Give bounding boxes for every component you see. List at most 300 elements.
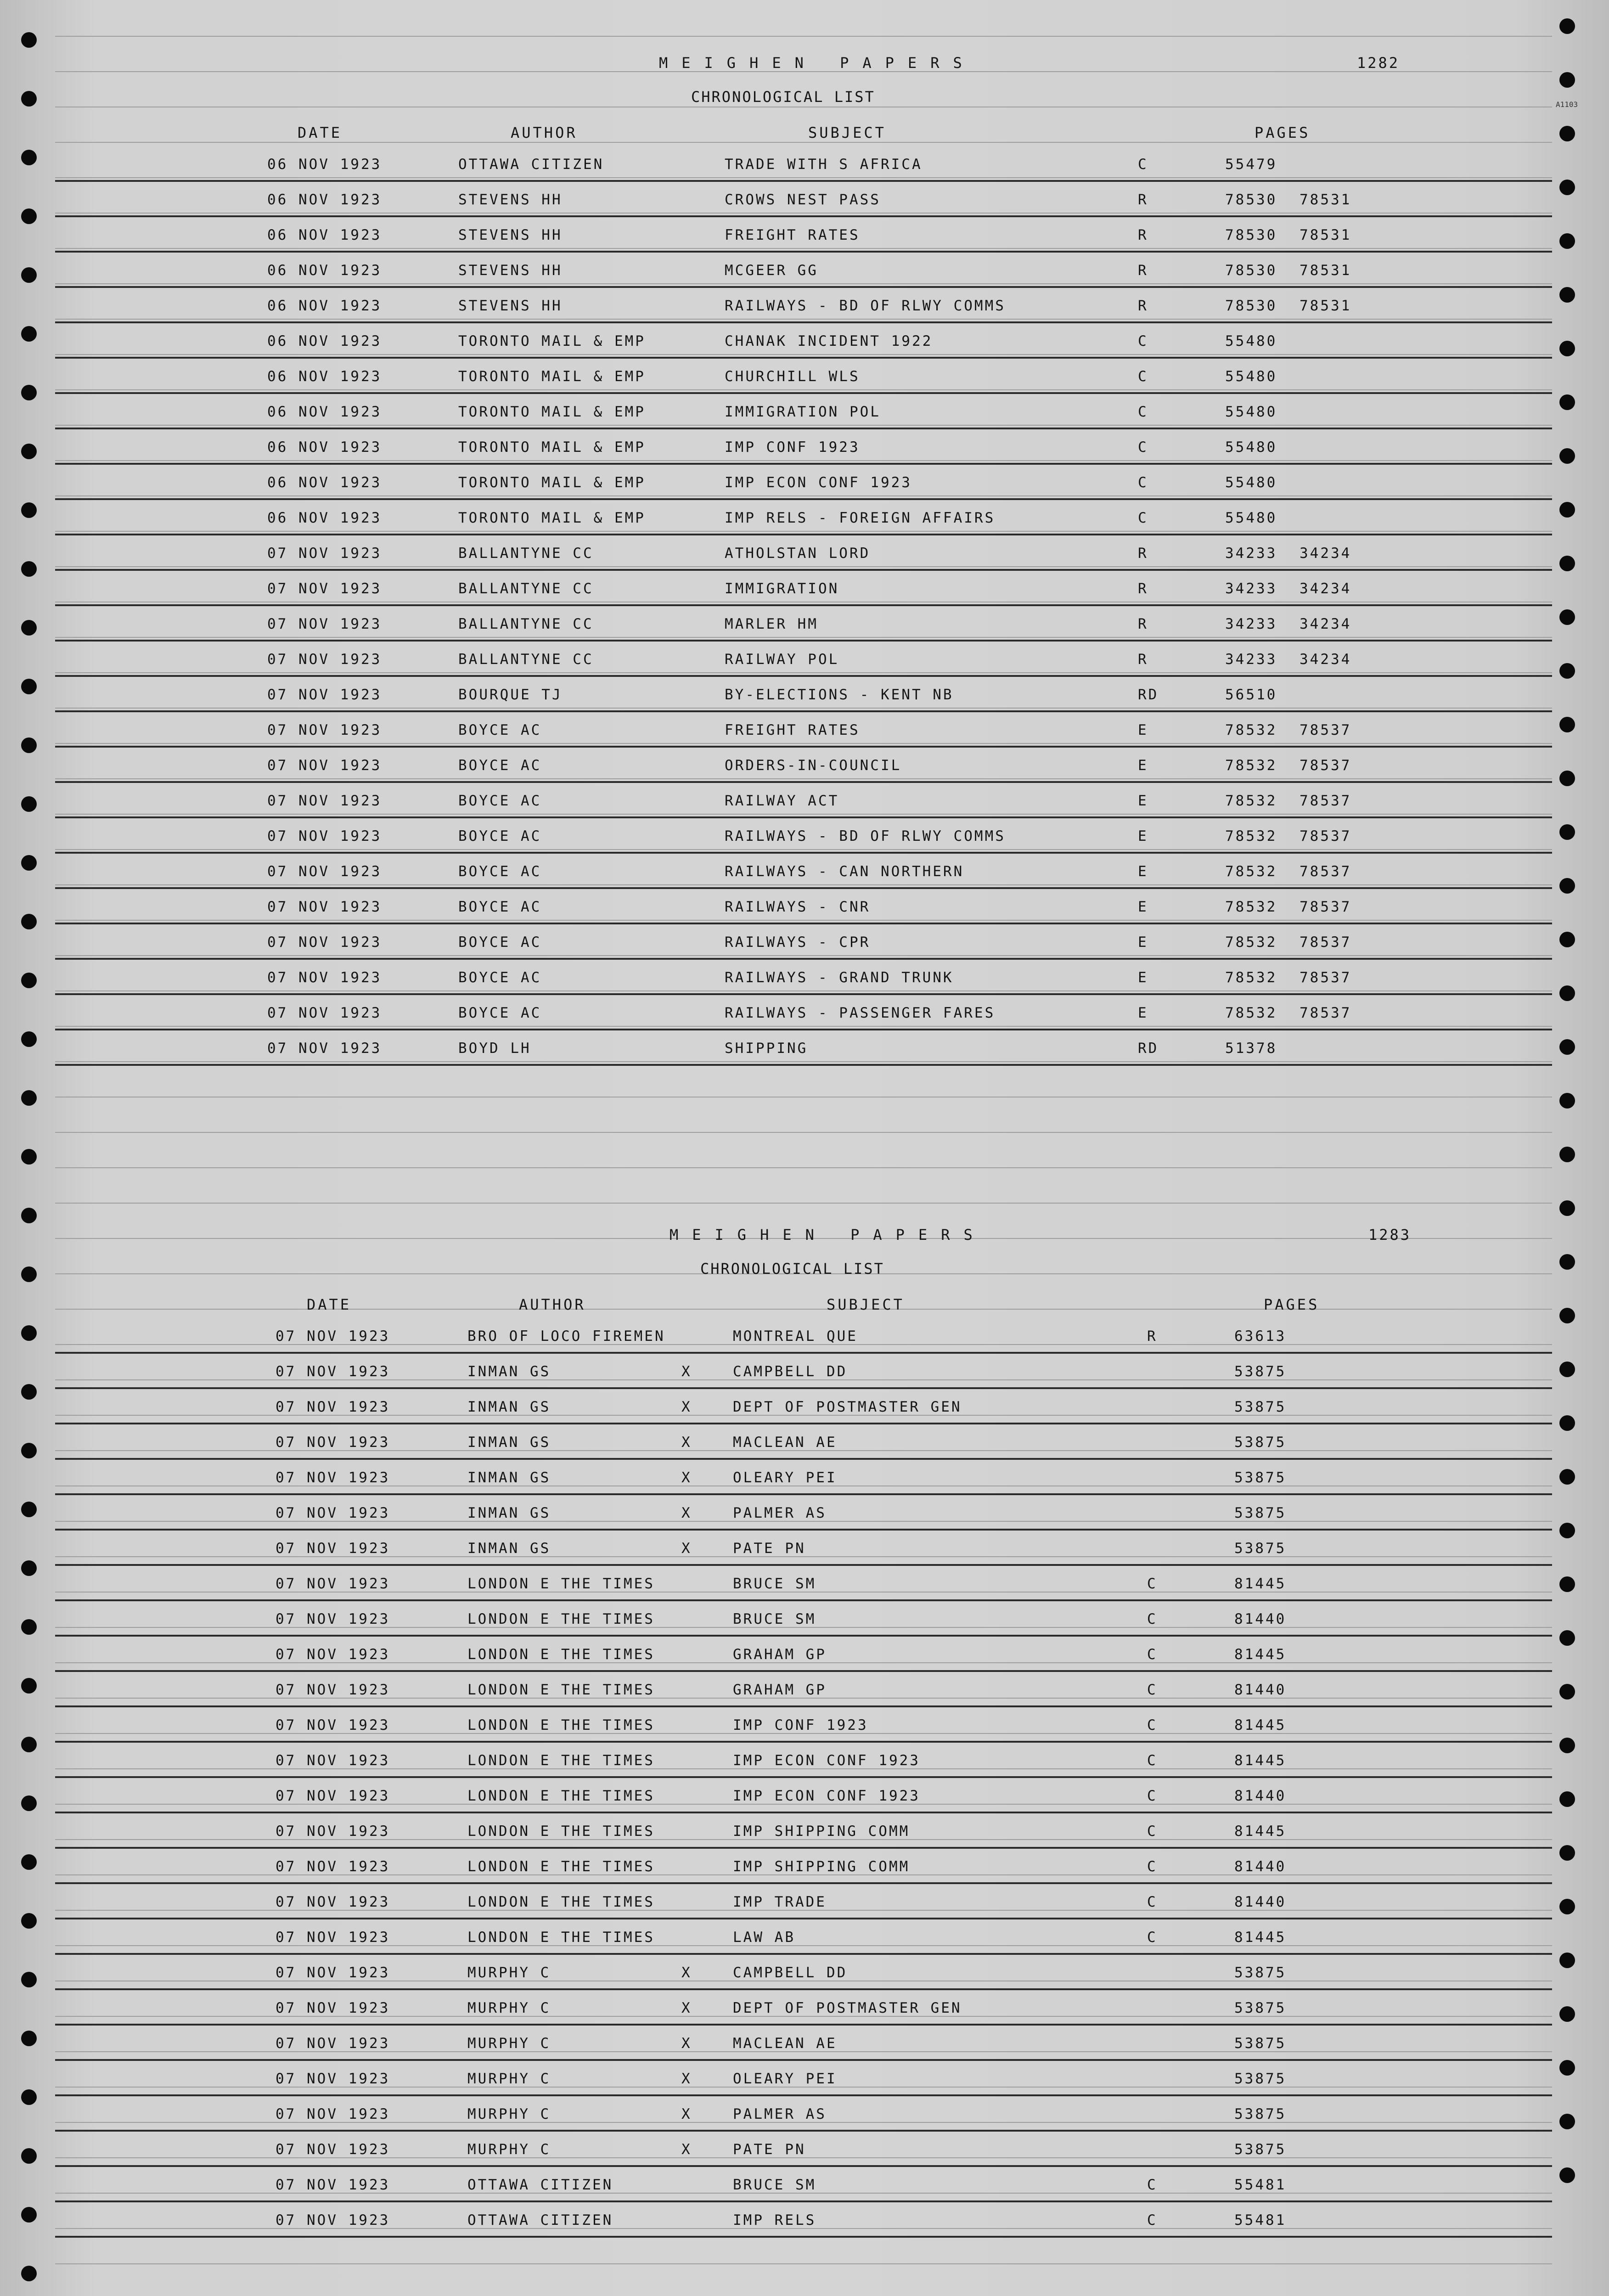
- cell-p1: 55480: [1225, 333, 1277, 349]
- cell-date: 06 NOV 1923: [267, 510, 382, 526]
- row-rule: [55, 1423, 1552, 1424]
- cell-author: BOYCE AC: [458, 828, 542, 844]
- cell-date: 06 NOV 1923: [267, 439, 382, 456]
- cell-subject: ATHOLSTAN LORD: [725, 545, 871, 562]
- cell-date: 07 NOV 1923: [276, 1505, 390, 1521]
- cell-subject: IMP CONF 1923: [733, 1717, 868, 1733]
- cell-subject: RAILWAYS - BD OF RLWY COMMS: [725, 298, 1006, 314]
- form-line: [55, 2263, 1552, 2264]
- cell-code: C: [1138, 156, 1148, 173]
- cell-author: INMAN GS: [467, 1434, 551, 1451]
- cell-author: LONDON E THE TIMES: [467, 1576, 655, 1592]
- cell-author: INMAN GS: [467, 1469, 551, 1486]
- cell-p1: 55481: [1234, 2177, 1287, 2193]
- table-row: [0, 1357, 1609, 1392]
- cell-subject: FREIGHT RATES: [725, 227, 860, 243]
- row-rule: [55, 781, 1552, 783]
- table-row: [0, 326, 1609, 362]
- table-row: [0, 892, 1609, 928]
- cell-author: TORONTO MAIL & EMP: [458, 368, 646, 385]
- column-header-subject: SUBJECT: [827, 1296, 905, 1313]
- cell-author: BOYCE AC: [458, 722, 542, 738]
- row-rule: [55, 1918, 1552, 1919]
- cell-code: C: [1147, 1788, 1158, 1804]
- cell-author: INMAN GS: [467, 1505, 551, 1521]
- table-row: [0, 150, 1609, 185]
- row-rule: [55, 640, 1552, 642]
- frame-id: A1103: [1556, 100, 1578, 109]
- table-row: [0, 822, 1609, 857]
- cell-author: BALLANTYNE CC: [458, 651, 594, 668]
- table-row: [0, 715, 1609, 751]
- row-rule: [55, 180, 1552, 182]
- cell-subject: RAILWAY POL: [725, 651, 839, 668]
- cell-date: 07 NOV 1923: [276, 1540, 390, 1557]
- cell-code: C: [1138, 333, 1148, 349]
- row-rule: [55, 2236, 1552, 2238]
- cell-code: E: [1138, 899, 1148, 915]
- table-row: [0, 433, 1609, 468]
- cell-author: STEVENS HH: [458, 227, 563, 243]
- cell-subject: IMP SHIPPING COMM: [733, 1823, 910, 1840]
- cell-subject: OLEARY PEI: [733, 2071, 837, 2087]
- row-rule: [55, 2094, 1552, 2096]
- form-line: [55, 142, 1552, 143]
- cell-subject: CHURCHILL WLS: [725, 368, 860, 385]
- cell-author: BOYD LH: [458, 1040, 531, 1057]
- cell-subject: SHIPPING: [725, 1040, 808, 1057]
- cell-p1: 55480: [1225, 368, 1277, 385]
- cell-author: LONDON E THE TIMES: [467, 1717, 655, 1733]
- row-rule: [55, 286, 1552, 288]
- row-rule: [55, 746, 1552, 748]
- cell-p2: 78531: [1300, 298, 1352, 314]
- cell-p1: 56510: [1225, 687, 1277, 703]
- cell-p1: 78532: [1225, 722, 1277, 738]
- cell-author: BOYCE AC: [458, 969, 542, 986]
- cell-author: STEVENS HH: [458, 262, 563, 279]
- cell-date: 07 NOV 1923: [276, 2106, 390, 2122]
- row-rule: [55, 852, 1552, 854]
- cell-x: X: [681, 1540, 692, 1557]
- cell-code: E: [1138, 793, 1148, 809]
- table-row: [0, 220, 1609, 256]
- row-rule: [55, 463, 1552, 465]
- feed-hole-right: [1559, 1254, 1575, 1270]
- row-rule: [55, 710, 1552, 712]
- table-row: [0, 751, 1609, 786]
- cell-p1: 81445: [1234, 1646, 1287, 1663]
- cell-subject: RAILWAYS - CAN NORTHERN: [725, 863, 964, 880]
- feed-hole-right: [1559, 1308, 1575, 1323]
- table-row: [0, 1463, 1609, 1498]
- cell-code: R: [1138, 262, 1148, 279]
- cell-p1: 53875: [1234, 1505, 1287, 1521]
- cell-subject: PATE PN: [733, 2141, 806, 2158]
- cell-date: 07 NOV 1923: [276, 2177, 390, 2193]
- row-rule: [55, 215, 1552, 217]
- cell-subject: BRUCE SM: [733, 1576, 816, 1592]
- feed-hole-left: [21, 1090, 37, 1106]
- cell-code: E: [1138, 934, 1148, 951]
- cell-date: 07 NOV 1923: [276, 1646, 390, 1663]
- feed-hole-left: [21, 1266, 37, 1282]
- cell-p2: 34234: [1300, 545, 1352, 562]
- column-header-pages: PAGES: [1264, 1296, 1320, 1313]
- row-rule: [55, 357, 1552, 359]
- cell-p1: 81440: [1234, 1611, 1287, 1627]
- row-rule: [55, 1776, 1552, 1778]
- row-rule: [55, 1352, 1552, 1354]
- table-row: [0, 291, 1609, 326]
- cell-p1: 81440: [1234, 1894, 1287, 1910]
- cell-p1: 34233: [1225, 616, 1277, 632]
- cell-p1: 81445: [1234, 1929, 1287, 1946]
- cell-code: C: [1138, 474, 1148, 491]
- cell-author: BOYCE AC: [458, 1005, 542, 1021]
- table-row: [0, 1993, 1609, 2029]
- cell-subject: MCGEER GG: [725, 262, 818, 279]
- row-rule: [55, 251, 1552, 253]
- feed-hole-left: [21, 1208, 37, 1223]
- cell-code: R: [1138, 545, 1148, 562]
- cell-code: C: [1147, 2177, 1158, 2193]
- cell-p1: 51378: [1225, 1040, 1277, 1057]
- table-row: [0, 1923, 1609, 1958]
- cell-date: 07 NOV 1923: [276, 1682, 390, 1698]
- page-number: 1283: [1368, 1226, 1412, 1244]
- cell-date: 07 NOV 1923: [276, 2035, 390, 2052]
- cell-p1: 81445: [1234, 1752, 1287, 1769]
- cell-subject: RAILWAYS - CPR: [725, 934, 871, 951]
- cell-subject: ORDERS-IN-COUNCIL: [725, 757, 902, 774]
- table-row: [0, 1746, 1609, 1781]
- cell-author: OTTAWA CITIZEN: [467, 2177, 613, 2193]
- row-rule: [55, 1599, 1552, 1601]
- table-row: [0, 185, 1609, 220]
- cell-p1: 81440: [1234, 1788, 1287, 1804]
- cell-subject: DEPT OF POSTMASTER GEN: [733, 1399, 962, 1415]
- cell-p1: 78530: [1225, 262, 1277, 279]
- cell-author: LONDON E THE TIMES: [467, 1823, 655, 1840]
- cell-subject: IMP CONF 1923: [725, 439, 860, 456]
- cell-subject: BY-ELECTIONS - KENT NB: [725, 687, 954, 703]
- cell-subject: MACLEAN AE: [733, 1434, 837, 1451]
- cell-author: INMAN GS: [467, 1540, 551, 1557]
- cell-code: RD: [1138, 1040, 1159, 1057]
- cell-subject: IMP RELS: [733, 2212, 816, 2228]
- table-row: [0, 362, 1609, 397]
- row-rule: [55, 2130, 1552, 2132]
- cell-x: X: [681, 2071, 692, 2087]
- cell-p1: 63613: [1234, 1328, 1287, 1345]
- cell-author: STEVENS HH: [458, 298, 563, 314]
- cell-p2: 78531: [1300, 191, 1352, 208]
- cell-author: STEVENS HH: [458, 191, 563, 208]
- cell-p1: 78532: [1225, 863, 1277, 880]
- cell-x: X: [681, 1399, 692, 1415]
- cell-subject: BRUCE SM: [733, 1611, 816, 1627]
- cell-code: R: [1138, 651, 1148, 668]
- cell-p1: 78532: [1225, 793, 1277, 809]
- row-rule: [55, 1529, 1552, 1531]
- cell-date: 07 NOV 1923: [267, 793, 382, 809]
- table-row: [0, 574, 1609, 609]
- cell-author: LONDON E THE TIMES: [467, 1646, 655, 1663]
- cell-subject: OLEARY PEI: [733, 1469, 837, 1486]
- cell-p1: 34233: [1225, 545, 1277, 562]
- cell-date: 07 NOV 1923: [276, 1328, 390, 1345]
- cell-code: C: [1147, 1929, 1158, 1946]
- cell-p1: 53875: [1234, 1363, 1287, 1380]
- cell-date: 07 NOV 1923: [267, 899, 382, 915]
- cell-code: R: [1138, 616, 1148, 632]
- cell-author: BOYCE AC: [458, 934, 542, 951]
- row-rule: [55, 1705, 1552, 1707]
- table-row: [0, 539, 1609, 574]
- cell-subject: PALMER AS: [733, 1505, 827, 1521]
- listing-subtitle: CHRONOLOGICAL LIST: [691, 88, 875, 106]
- cell-author: INMAN GS: [467, 1363, 551, 1380]
- column-header-pages: PAGES: [1255, 124, 1311, 141]
- cell-subject: TRADE WITH S AFRICA: [725, 156, 923, 173]
- cell-code: C: [1147, 2212, 1158, 2228]
- table-row: [0, 1569, 1609, 1604]
- feed-hole-right: [1559, 1147, 1575, 1162]
- cell-date: 07 NOV 1923: [267, 1005, 382, 1021]
- cell-code: E: [1138, 828, 1148, 844]
- row-rule: [55, 1458, 1552, 1460]
- cell-code: RD: [1138, 687, 1159, 703]
- cell-p2: 78537: [1300, 969, 1352, 986]
- table-row: [0, 1958, 1609, 1993]
- row-rule: [55, 923, 1552, 924]
- listing-title: MEIGHEN PAPERS: [659, 54, 976, 72]
- cell-date: 07 NOV 1923: [267, 1040, 382, 1057]
- cell-author: MURPHY C: [467, 1964, 551, 1981]
- table-row: [0, 1034, 1609, 1069]
- cell-p1: 55480: [1225, 404, 1277, 420]
- row-rule: [55, 816, 1552, 818]
- cell-author: OTTAWA CITIZEN: [458, 156, 604, 173]
- form-line: [55, 1132, 1552, 1133]
- row-rule: [55, 1564, 1552, 1566]
- cell-date: 07 NOV 1923: [276, 2000, 390, 2016]
- cell-subject: PATE PN: [733, 1540, 806, 1557]
- cell-author: MURPHY C: [467, 2035, 551, 2052]
- table-row: [0, 1887, 1609, 1923]
- cell-code: C: [1138, 368, 1148, 385]
- cell-date: 06 NOV 1923: [267, 368, 382, 385]
- cell-p1: 55481: [1234, 2212, 1287, 2228]
- cell-date: 07 NOV 1923: [267, 616, 382, 632]
- cell-p1: 34233: [1225, 580, 1277, 597]
- cell-author: TORONTO MAIL & EMP: [458, 474, 646, 491]
- cell-code: E: [1138, 863, 1148, 880]
- page-number: 1282: [1357, 54, 1400, 72]
- row-rule: [55, 498, 1552, 500]
- cell-p1: 53875: [1234, 2141, 1287, 2158]
- cell-subject: CROWS NEST PASS: [725, 191, 881, 208]
- cell-subject: FREIGHT RATES: [725, 722, 860, 738]
- cell-date: 06 NOV 1923: [267, 262, 382, 279]
- table-row: [0, 2064, 1609, 2099]
- table-row: [0, 2206, 1609, 2241]
- cell-subject: RAILWAY ACT: [725, 793, 839, 809]
- cell-subject: CHANAK INCIDENT 1922: [725, 333, 933, 349]
- cell-subject: IMP ECON CONF 1923: [733, 1788, 920, 1804]
- feed-hole-left: [21, 2266, 37, 2281]
- cell-date: 06 NOV 1923: [267, 298, 382, 314]
- cell-x: X: [681, 1469, 692, 1486]
- cell-p1: 53875: [1234, 1964, 1287, 1981]
- row-rule: [55, 604, 1552, 606]
- cell-p1: 53875: [1234, 2106, 1287, 2122]
- cell-code: R: [1147, 1328, 1158, 1345]
- row-rule: [55, 1988, 1552, 1990]
- cell-subject: GRAHAM GP: [733, 1646, 827, 1663]
- row-rule: [55, 392, 1552, 394]
- cell-p2: 78537: [1300, 863, 1352, 880]
- cell-date: 07 NOV 1923: [276, 1576, 390, 1592]
- cell-author: LONDON E THE TIMES: [467, 1858, 655, 1875]
- table-row: [0, 397, 1609, 433]
- cell-subject: IMP ECON CONF 1923: [725, 474, 912, 491]
- cell-code: R: [1138, 298, 1148, 314]
- cell-subject: DEPT OF POSTMASTER GEN: [733, 2000, 962, 2016]
- table-row: [0, 928, 1609, 963]
- cell-code: E: [1138, 722, 1148, 738]
- cell-p1: 81445: [1234, 1717, 1287, 1733]
- cell-subject: CAMPBELL DD: [733, 1363, 848, 1380]
- cell-p1: 55480: [1225, 474, 1277, 491]
- cell-author: MURPHY C: [467, 2141, 551, 2158]
- row-rule: [55, 2200, 1552, 2202]
- table-row: [0, 468, 1609, 503]
- row-rule: [55, 2024, 1552, 2026]
- cell-author: BRO OF LOCO FIREMEN: [467, 1328, 665, 1345]
- cell-code: C: [1138, 439, 1148, 456]
- cell-date: 07 NOV 1923: [267, 687, 382, 703]
- table-row: [0, 1781, 1609, 1817]
- listing-title: MEIGHEN PAPERS: [669, 1226, 986, 1244]
- cell-author: BOYCE AC: [458, 757, 542, 774]
- cell-date: 06 NOV 1923: [267, 191, 382, 208]
- cell-p2: 78531: [1300, 262, 1352, 279]
- form-line: [55, 1309, 1552, 1310]
- cell-p1: 53875: [1234, 2035, 1287, 2052]
- row-rule: [55, 887, 1552, 889]
- cell-p1: 53875: [1234, 1399, 1287, 1415]
- column-header-date: DATE: [298, 124, 343, 141]
- cell-p2: 34234: [1300, 616, 1352, 632]
- cell-x: X: [681, 1363, 692, 1380]
- cell-subject: RAILWAYS - PASSENGER FARES: [725, 1005, 996, 1021]
- cell-date: 06 NOV 1923: [267, 227, 382, 243]
- cell-p2: 78537: [1300, 934, 1352, 951]
- cell-x: X: [681, 1434, 692, 1451]
- cell-code: R: [1138, 227, 1148, 243]
- cell-author: LONDON E THE TIMES: [467, 1752, 655, 1769]
- cell-code: E: [1138, 1005, 1148, 1021]
- table-row: [0, 1675, 1609, 1711]
- cell-date: 07 NOV 1923: [276, 1434, 390, 1451]
- feed-hole-left: [21, 91, 37, 107]
- cell-subject: MONTREAL QUE: [733, 1328, 858, 1345]
- cell-author: LONDON E THE TIMES: [467, 1682, 655, 1698]
- cell-p1: 55480: [1225, 439, 1277, 456]
- cell-date: 07 NOV 1923: [267, 863, 382, 880]
- cell-date: 06 NOV 1923: [267, 474, 382, 491]
- cell-subject: IMP SHIPPING COMM: [733, 1858, 910, 1875]
- row-rule: [55, 1812, 1552, 1813]
- cell-subject: RAILWAYS - GRAND TRUNK: [725, 969, 954, 986]
- cell-subject: MARLER HM: [725, 616, 818, 632]
- cell-p1: 78532: [1225, 899, 1277, 915]
- cell-author: TORONTO MAIL & EMP: [458, 333, 646, 349]
- cell-p1: 53875: [1234, 1540, 1287, 1557]
- table-row: [0, 998, 1609, 1034]
- cell-author: LONDON E THE TIMES: [467, 1788, 655, 1804]
- cell-author: LONDON E THE TIMES: [467, 1611, 655, 1627]
- cell-subject: RAILWAYS - BD OF RLWY COMMS: [725, 828, 1006, 844]
- cell-date: 07 NOV 1923: [267, 934, 382, 951]
- cell-author: TORONTO MAIL & EMP: [458, 404, 646, 420]
- cell-author: TORONTO MAIL & EMP: [458, 510, 646, 526]
- cell-p1: 78530: [1225, 191, 1277, 208]
- cell-code: C: [1147, 1646, 1158, 1663]
- cell-p1: 55479: [1225, 156, 1277, 173]
- table-row: [0, 503, 1609, 539]
- feed-hole-left: [21, 32, 37, 48]
- cell-p2: 78537: [1300, 793, 1352, 809]
- cell-date: 06 NOV 1923: [267, 333, 382, 349]
- cell-subject: IMMIGRATION POL: [725, 404, 881, 420]
- column-header-author: AUTHOR: [519, 1296, 586, 1313]
- cell-date: 07 NOV 1923: [276, 2141, 390, 2158]
- cell-code: C: [1147, 1894, 1158, 1910]
- table-row: [0, 609, 1609, 645]
- cell-p1: 34233: [1225, 651, 1277, 668]
- cell-p1: 55480: [1225, 510, 1277, 526]
- cell-author: BALLANTYNE CC: [458, 616, 594, 632]
- cell-author: MURPHY C: [467, 2106, 551, 2122]
- row-rule: [55, 1882, 1552, 1884]
- cell-p2: 78537: [1300, 1005, 1352, 1021]
- cell-p1: 81440: [1234, 1682, 1287, 1698]
- cell-date: 07 NOV 1923: [276, 1964, 390, 1981]
- cell-subject: BRUCE SM: [733, 2177, 816, 2193]
- table-row: [0, 2135, 1609, 2170]
- form-line: [55, 1167, 1552, 1168]
- cell-author: MURPHY C: [467, 2071, 551, 2087]
- table-row: [0, 1640, 1609, 1675]
- row-rule: [55, 1670, 1552, 1672]
- cell-p2: 78537: [1300, 899, 1352, 915]
- table-row: [0, 857, 1609, 892]
- cell-p1: 81445: [1234, 1576, 1287, 1592]
- feed-hole-right: [1559, 126, 1575, 141]
- table-row: [0, 1322, 1609, 1357]
- row-rule: [55, 1493, 1552, 1495]
- row-rule: [55, 1635, 1552, 1637]
- table-row: [0, 680, 1609, 715]
- cell-date: 07 NOV 1923: [276, 2071, 390, 2087]
- cell-author: BALLANTYNE CC: [458, 545, 594, 562]
- table-row: [0, 1534, 1609, 1569]
- cell-p2: 34234: [1300, 580, 1352, 597]
- row-rule: [55, 1387, 1552, 1389]
